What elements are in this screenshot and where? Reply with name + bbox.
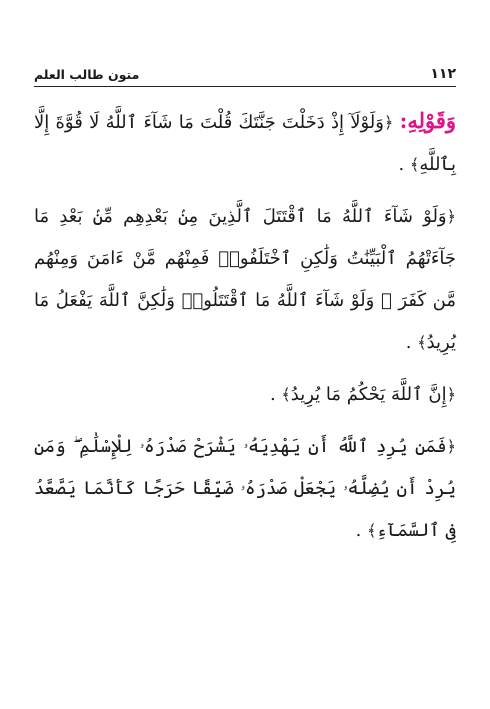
verse-close-bracket: ﴾: [417, 333, 427, 352]
paragraph-1: [34, 100, 456, 186]
verse-text: وَلَوْلَآ إِذْ دَخَلْتَ جَنَّتَكَ قُلْتَ مَا شَآءَ ٱللَّهُ لَا قُوَّةَ إِلَّا بِٱللَّهِ: [34, 112, 456, 175]
page-number: ١١٢: [430, 66, 456, 82]
verse-open-bracket: ﴿: [446, 207, 456, 226]
verse-end-mark: .: [269, 384, 276, 405]
page-header: [34, 56, 456, 87]
section-label: وَقَوْلِهِ:: [399, 108, 457, 133]
paragraph-3: [34, 374, 456, 416]
verse-text: وَلَوْ شَآءَ ٱللَّهُ مَا ٱقْتَتَلَ ٱلَّذِينَ مِنۢ بَعْدِهِم مِّنۢ بَعْدِ مَا جَآءَتْهُمُ ٱلْبَيِّنَٰتُ وَلَٰكِنِ ٱخْتَلَفُوا۟ فَمِنْهُم مَّنْ ءَامَنَ وَمِنْهُم مَّن كَفَرَ ۚ وَلَوْ شَآءَ ٱللَّهُ مَا ٱقْتَتَلُوا۟ وَلَٰكِنَّ ٱللَّهَ يَفْعَلُ مَا يُرِيدُ: [34, 206, 456, 353]
book-title: متون طالب العلم: [34, 67, 140, 82]
verse-end-mark: .: [405, 332, 412, 353]
verse-end-mark: .: [355, 520, 362, 541]
verse-end-mark: .: [398, 154, 405, 175]
verse-open-bracket: ﴿: [383, 113, 394, 132]
verse-text: إِنَّ ٱللَّهَ يَحْكُمُ مَا يُرِيدُ: [290, 384, 447, 405]
paragraph-4: [34, 426, 456, 552]
verse-close-bracket: ﴾: [409, 155, 420, 174]
paragraph-2: [34, 196, 456, 364]
page-content: [34, 100, 456, 562]
verse-close-bracket: ﴾: [367, 521, 377, 540]
verse-open-bracket: ﴿: [446, 437, 456, 456]
verse-open-bracket: ﴿: [446, 385, 456, 404]
verse-close-bracket: ﴾: [281, 385, 291, 404]
verse-text: فَمَن يُرِدِ ٱللَّهُ أَن يَهْدِيَهُۥ يَشْرَحْ صَدْرَهُۥ لِلْإِسْلَٰمِ ۖ وَمَن يُرِدْ أَن يُضِلَّهُۥ يَجْعَلْ صَدْرَهُۥ ضَيِّقًا حَرَجًا كَأَنَّمَا يَصَّعَّدُ فِى ٱلسَّمَآءِ: [34, 436, 456, 541]
